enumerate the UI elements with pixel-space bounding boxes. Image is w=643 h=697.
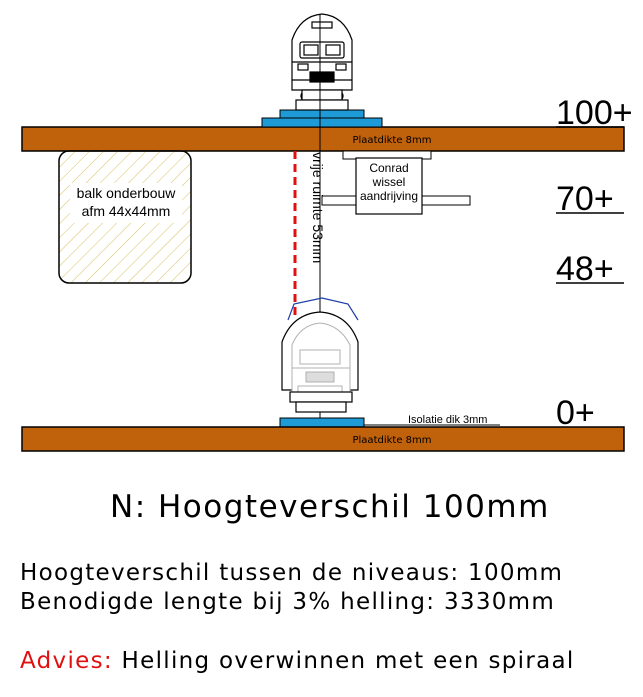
info-line-1: Hoogteverschil tussen de niveaus: 100mm: [20, 560, 564, 586]
level-100: 100+: [556, 94, 633, 132]
advice-line: [20, 648, 575, 674]
advice-label: Advies:: [20, 648, 113, 674]
insulation-layer: [364, 414, 500, 426]
conrad-line3: aandrijving: [359, 189, 419, 203]
conrad-line1: Conrad: [369, 161, 409, 175]
support-beam: [59, 151, 191, 283]
level-48: 48+: [556, 250, 614, 288]
level-70: 70+: [556, 180, 614, 218]
beam-label-line2: afm 44x44mm: [81, 203, 171, 219]
upper-plate: [22, 127, 624, 151]
lower-track-bed: [280, 418, 364, 427]
lower-train-icon: [282, 312, 358, 412]
advice-text: Helling overwinnen met een spiraal: [112, 648, 575, 674]
beam-label-line1: balk onderbouw: [76, 185, 176, 201]
conrad-line2: wissel: [372, 175, 406, 189]
upper-track-bed: [262, 110, 382, 127]
level-0: 0+: [556, 394, 595, 432]
diagram-title: N: Hoogteverschil 100mm: [110, 489, 550, 525]
clearance-indicator: [295, 151, 326, 318]
clearance-label: vrije ruimte 53mm: [310, 152, 326, 264]
insulation-label: Isolatie dik 3mm: [408, 414, 488, 426]
switch-motor: [322, 151, 470, 214]
lower-plate: [22, 427, 624, 451]
upper-plate-label: Plaatdikte 8mm: [352, 135, 432, 146]
upper-train-icon: [292, 14, 352, 110]
info-line-2: Benodigde lengte bij 3% helling: 3330mm: [20, 589, 556, 615]
lower-plate-label: Plaatdikte 8mm: [352, 435, 432, 446]
